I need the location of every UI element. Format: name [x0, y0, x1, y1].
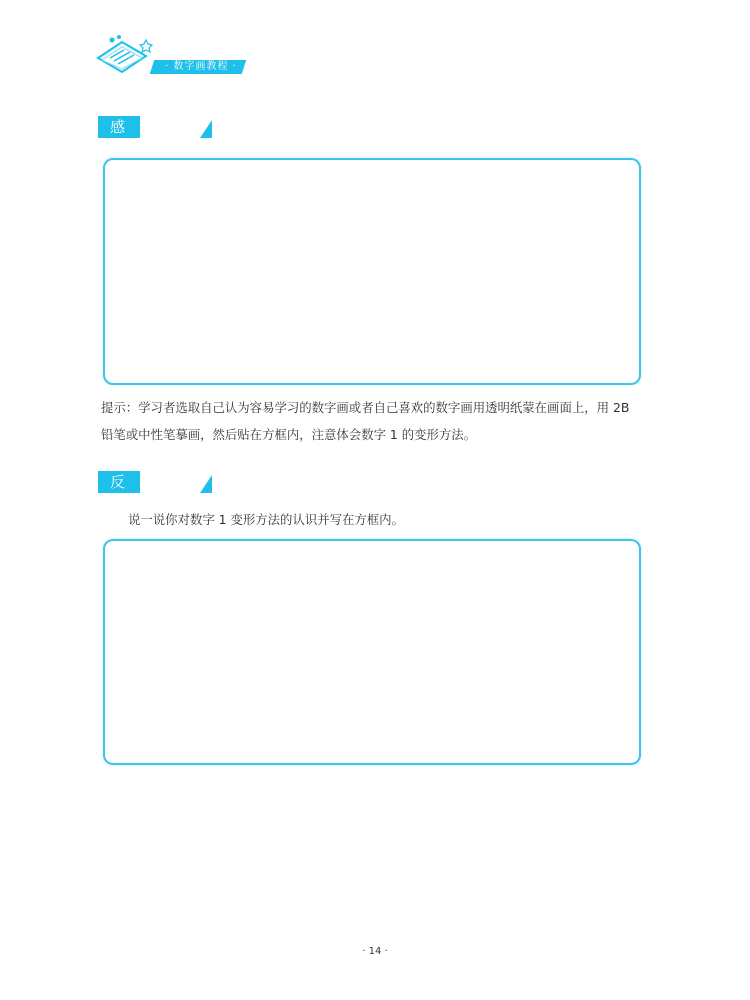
section-title: 感知 [98, 116, 140, 138]
logo-text: · 数字画教程 · [165, 61, 237, 72]
hint-text: 提示：学习者选取自己认为容易学习的数字画或者自己喜欢的数字画用透明纸蒙在画面上，用 2B 铅笔或中性笔摹画，然后贴在方框内，注意体会数字 1 的变形方法。 [101, 400, 630, 442]
reflection-answer-box[interactable] [103, 539, 641, 765]
tracing-answer-box[interactable] [103, 158, 641, 385]
page-number: · 14 · [362, 946, 388, 957]
reflection-prompt: 说一说你对数字 1 变形方法的认识并写在方框内。 [128, 512, 404, 527]
heading-corner-decoration [200, 120, 212, 138]
section-title: 反思与 [98, 471, 140, 493]
heading-corner-decoration [200, 475, 212, 493]
notepad-clipboard-icon [92, 34, 154, 78]
header-logo [92, 34, 252, 80]
